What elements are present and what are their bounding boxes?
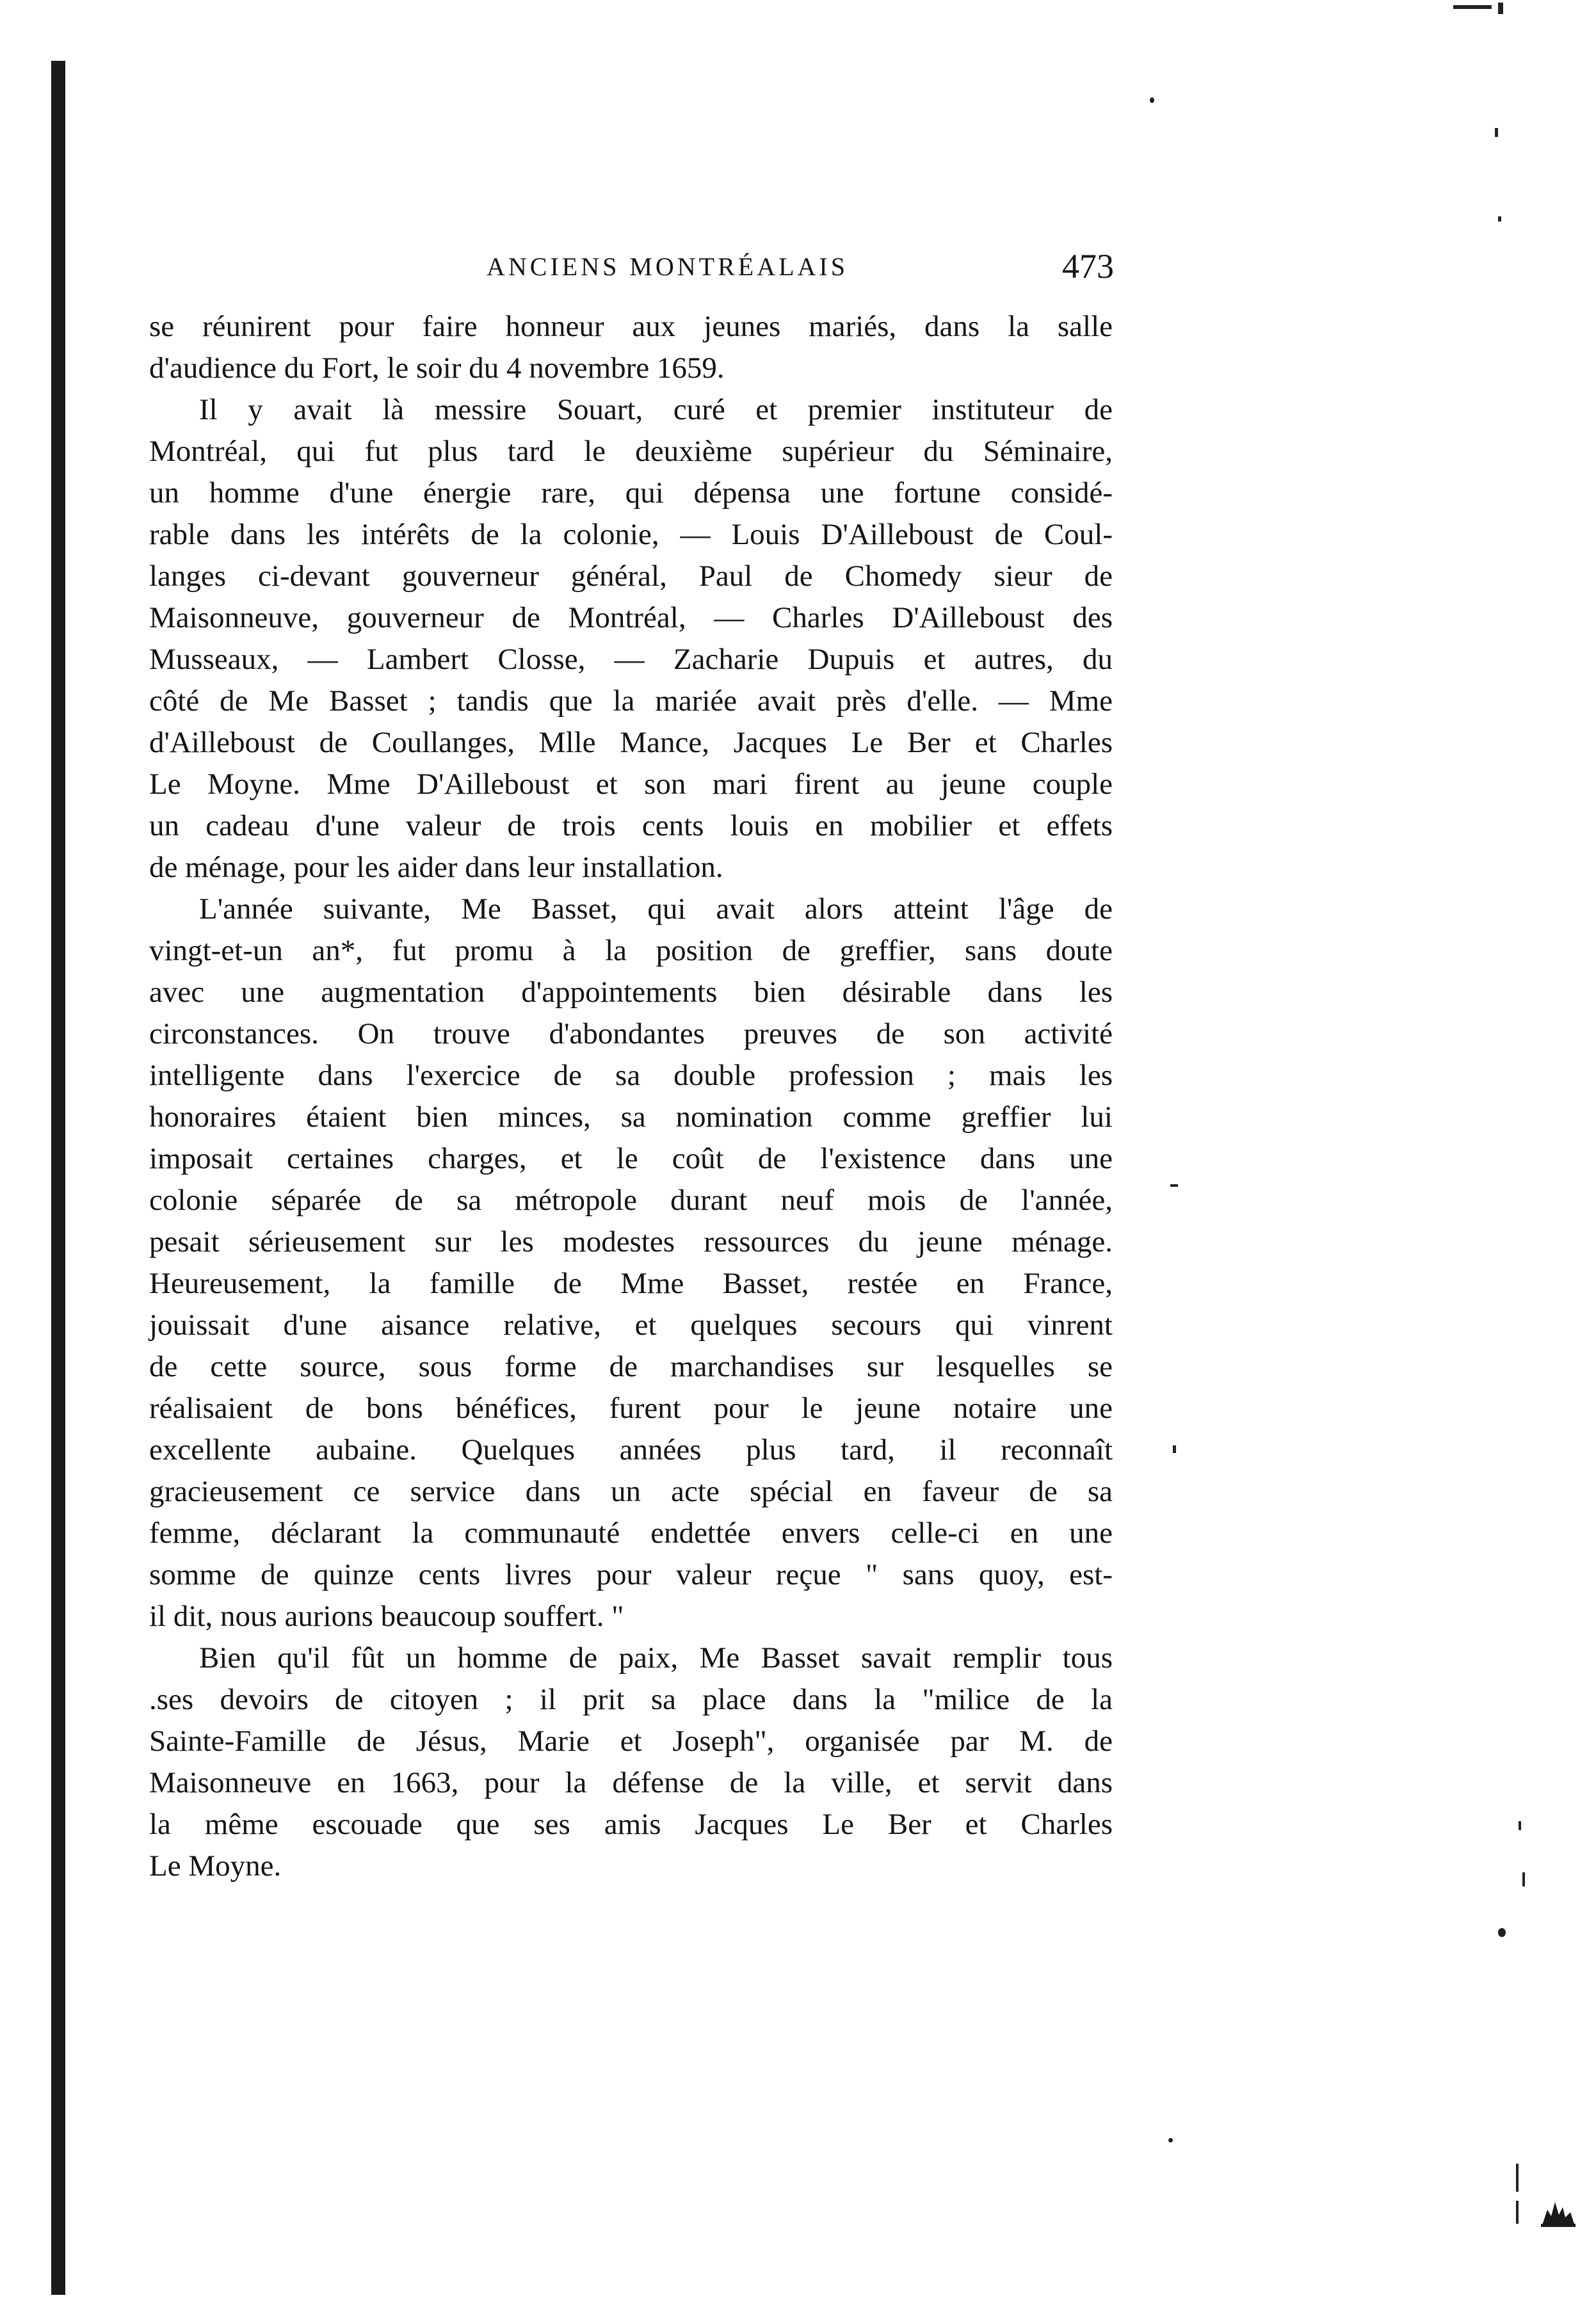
scan-speck: [1168, 2138, 1173, 2142]
text-line: Montréal, qui fut plus tard le deuxième supérieur du Séminaire,: [149, 435, 1113, 468]
text-line: Musseaux, — Lambert Closse, — Zacharie Dupuis et autres, du: [149, 643, 1113, 676]
scan-speck: [1170, 1184, 1178, 1187]
text-line: L'année suivante, Me Basset, qui avait alors atteint l'âge de: [199, 892, 1113, 926]
text-line: femme, déclarant la communauté endettée envers celle-ci en une: [149, 1516, 1113, 1550]
scan-speck: [1516, 2201, 1519, 2224]
text-line: Sainte-Famille de Jésus, Marie et Joseph", organisée par M. de: [149, 1724, 1113, 1758]
text-line: réalisaient de bons bénéfices, furent pour le jeune notaire une: [149, 1392, 1113, 1425]
scan-speck: [1498, 1928, 1506, 1937]
text-line: avec une augmentation d'appointements bien désirable dans les: [149, 976, 1113, 1009]
text-line: vingt-et-un an*, fut promu à la position de greffier, sans doute: [149, 934, 1113, 967]
text-line: un homme d'une énergie rare, qui dépensa une fortune considé-: [149, 476, 1113, 510]
page-header: [147, 246, 1114, 285]
text-line: il dit, nous aurions beaucoup souffert. ": [149, 1600, 624, 1633]
scan-speck: [1522, 1872, 1525, 1886]
text-line: jouissait d'une aisance relative, et quelques secours qui vinrent: [149, 1308, 1113, 1342]
body-text: [149, 306, 1113, 1887]
text-line: Bien qu'il fût un homme de paix, Me Basset savait remplir tous: [199, 1641, 1113, 1675]
scan-speck: [1150, 97, 1154, 103]
text-line: de cette source, sous forme de marchandises sur lesquelles se: [149, 1350, 1113, 1383]
text-line: gracieusement ce service dans un acte spécial en faveur de sa: [149, 1475, 1113, 1508]
scan-speck: [1495, 128, 1498, 137]
scan-speck: [1519, 1821, 1521, 1830]
scan-binding-edge: [51, 61, 65, 2295]
text-line: Le Moyne.: [149, 1849, 282, 1883]
text-line: un cadeau d'une valeur de trois cents louis en mobilier et effets: [149, 809, 1113, 842]
text-line: excellente aubaine. Quelques années plus tard, il reconnaît: [149, 1433, 1113, 1467]
text-line: se réunirent pour faire honneur aux jeunes mariés, dans la salle: [149, 310, 1113, 343]
text-line: langes ci-devant gouverneur général, Paul de Chomedy sieur de: [149, 559, 1113, 593]
text-line: la même escouade que ses amis Jacques Le Ber et Charles: [149, 1808, 1113, 1841]
text-line: côté de Me Basset ; tandis que la mariée avait près d'elle. — Mme: [149, 684, 1113, 718]
text-line: honoraires étaient bien minces, sa nomination comme greffier lui: [149, 1100, 1113, 1134]
text-line: rable dans les intérêts de la colonie, — Louis D'Ailleboust de Coul-: [149, 518, 1113, 551]
text-line: intelligente dans l'exercice de sa double profession ; mais les: [149, 1059, 1113, 1092]
text-line: Maisonneuve en 1663, pour la défense de la ville, et servit dans: [149, 1766, 1113, 1799]
text-line: d'audience du Fort, le soir du 4 novembre 1659.: [149, 351, 725, 385]
text-line: Maisonneuve, gouverneur de Montréal, — Charles D'Ailleboust des: [149, 601, 1113, 634]
scan-speck: [1453, 5, 1492, 9]
text-line: imposait certaines charges, et le coût de l'existence dans une: [149, 1142, 1113, 1175]
text-line: Il y avait là messire Souart, curé et premier instituteur de: [199, 393, 1113, 426]
text-line: Le Moyne. Mme D'Ailleboust et son mari firent au jeune couple: [149, 768, 1113, 801]
text-line: colonie séparée de sa métropole durant neuf mois de l'année,: [149, 1184, 1113, 1217]
scan-speck: [1173, 1445, 1176, 1453]
scan-blot-mark: [1540, 2196, 1577, 2228]
text-line: .ses devoirs de citoyen ; il prit sa place dans la "milice de la: [149, 1683, 1113, 1716]
text-line: circonstances. On trouve d'abondantes preuves de son activité: [149, 1017, 1113, 1050]
page-number: 473: [1062, 247, 1114, 285]
running-title: ANCIENS MONTRÉALAIS: [487, 252, 848, 281]
text-line: pesait sérieusement sur les modestes ressources du jeune ménage.: [149, 1225, 1113, 1258]
scan-speck: [1498, 3, 1503, 14]
text-line: Heureusement, la famille de Mme Basset, restée en France,: [149, 1267, 1113, 1300]
text-line: d'Ailleboust de Coullanges, Mlle Mance, Jacques Le Ber et Charles: [149, 726, 1113, 759]
text-line: de ménage, pour les aider dans leur installation.: [149, 851, 723, 884]
scan-speck: [1516, 2164, 1519, 2192]
text-line: somme de quinze cents livres pour valeur reçue " sans quoy, est-: [149, 1558, 1113, 1591]
scan-speck: [1498, 216, 1501, 221]
